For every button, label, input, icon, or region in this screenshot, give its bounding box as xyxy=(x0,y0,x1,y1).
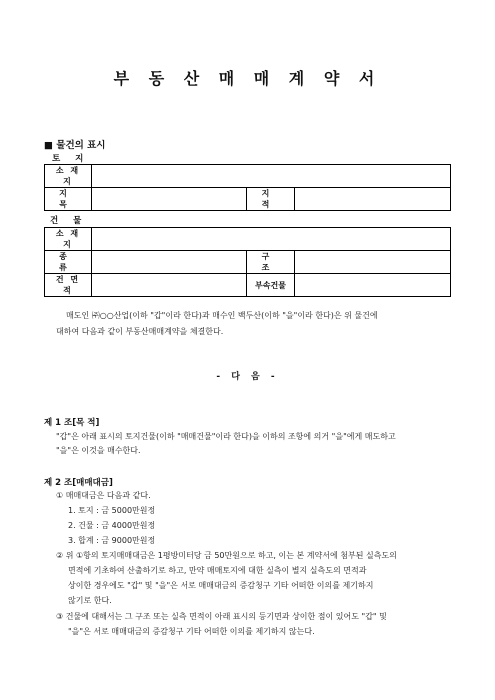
building-location-label: 소 재 지 xyxy=(45,228,92,251)
article-2-clause-2-line-3: 상이한 경우에도 "갑" 및 "을"은 서로 매매대금의 증감청구 기타 어떠한 이의를 제기하지 xyxy=(68,581,374,590)
land-area-label: 지 적 xyxy=(247,188,295,211)
building-structure-label: 구 조 xyxy=(247,251,295,274)
building-structure-value[interactable] xyxy=(295,251,451,274)
article-1-title: 제 1 조[목 적] xyxy=(44,418,100,428)
building-location-row xyxy=(45,228,451,251)
building-floor-area-value[interactable] xyxy=(92,274,247,297)
land-heading: 토 지 xyxy=(52,154,90,164)
article-2-clause-2-line-4: 않기로 한다. xyxy=(68,596,112,605)
land-table xyxy=(44,164,451,211)
article-2-clause-2-line-1: ② 위 ①항의 토지매매대금은 1평방미터당 금 50만원으로 하고, 이는 본 계약서에 첨부된 실측도의 xyxy=(56,551,397,560)
land-area-value[interactable] xyxy=(295,188,451,211)
intro-line-1: 매도인 ㈜○○산업(이하 "갑"이라 한다)과 매수인 백두산(이하 "을"이라 한다)은 위 물건에 xyxy=(66,311,378,320)
da-eum-heading: - 다 음 - xyxy=(216,372,279,382)
article-2-clause-2-line-2: 면적에 기초하여 산출하기로 하고, 만약 매매토지에 대한 실측이 별지 실측도의 면적과 xyxy=(68,566,367,575)
property-section-heading: ■ 물건의 표시 xyxy=(44,140,106,151)
land-lot-row xyxy=(45,188,451,211)
article-2-clause-1: ① 매매대금은 다음과 같다. xyxy=(56,491,151,500)
land-lot-label: 지 목 xyxy=(45,188,92,211)
article-2-clause-3-line-2: "을"은 서로 매매대금의 증감청구 기타 어떠한 이의를 제기하지 않는다. xyxy=(68,627,315,636)
building-table xyxy=(44,227,451,297)
building-annex-value[interactable] xyxy=(295,274,451,297)
article-1-line-2: "을"은 이것을 매수한다. xyxy=(56,446,141,455)
building-area-row xyxy=(45,274,451,297)
building-type-value[interactable] xyxy=(92,251,247,274)
building-type-label: 종 류 xyxy=(45,251,92,274)
building-annex-label: 부속건물 xyxy=(247,274,295,297)
building-heading: 건 물 xyxy=(50,216,88,226)
land-location-label: 소 재 지 xyxy=(45,165,92,188)
article-2-clause-3-line-1: ③ 건물에 대해서는 그 구조 또는 실측 면적이 아래 표시의 등기면과 상이한 점이 있어도 "갑" 및 xyxy=(56,612,387,621)
building-type-row xyxy=(45,251,451,274)
building-floor-area-label: 건 면 적 xyxy=(45,274,92,297)
building-location-value[interactable] xyxy=(92,228,451,251)
document-title: 부 동 산 매 매 계 약 서 xyxy=(113,69,382,88)
article-2-title: 제 2 조[매매대금] xyxy=(44,478,113,488)
land-lot-value[interactable] xyxy=(92,188,247,211)
land-location-value[interactable] xyxy=(92,165,451,188)
land-location-row xyxy=(45,165,451,188)
article-2-item-2: 2. 건물 : 금 4000만원정 xyxy=(68,521,156,530)
intro-line-2: 대하여 다음과 같이 부동산매매계약을 체결한다. xyxy=(56,327,224,336)
article-2-item-3: 3. 합계 : 금 9000만원정 xyxy=(68,536,156,545)
article-1-line-1: "갑"은 아래 표시의 토지건물(이하 "매매건물"이라 한다)을 이하의 조항에 의거 "을"에게 매도하고 xyxy=(56,432,396,441)
article-2-item-1: 1. 토지 : 금 5000만원정 xyxy=(68,506,156,515)
